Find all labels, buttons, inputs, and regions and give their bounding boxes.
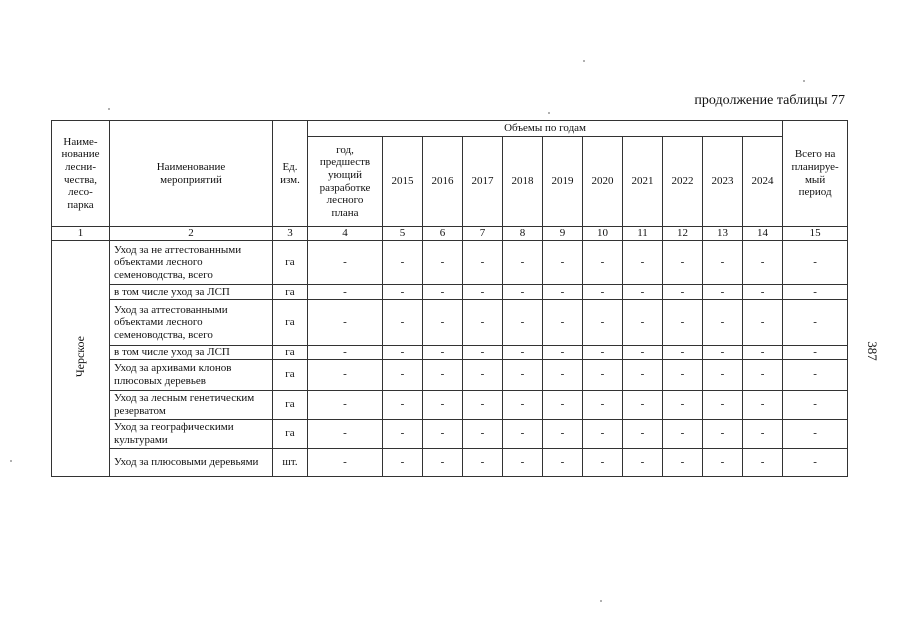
value-cell: - [423, 346, 463, 360]
measure-name: Уход за архивами клонов плюсовых деревьев [110, 359, 273, 390]
value-cell: - [503, 285, 543, 300]
value-cell: - [623, 285, 663, 300]
measure-unit: га [273, 285, 308, 300]
measure-name: Уход за аттестованными объектами лесного семеноводства, всего [110, 300, 273, 346]
value-cell: - [703, 300, 743, 346]
measure-unit: га [273, 390, 308, 419]
value-cell: - [743, 390, 783, 419]
value-cell: - [383, 241, 423, 285]
value-cell: - [783, 419, 848, 448]
table-row [52, 448, 848, 476]
column-number: 1 [52, 227, 110, 241]
measure-name: Уход за плюсовыми деревьями [110, 448, 273, 476]
forestry-name-cell [52, 241, 110, 477]
table-row [52, 346, 848, 360]
value-cell: - [543, 448, 583, 476]
value-cell: - [463, 346, 503, 360]
value-cell: - [423, 285, 463, 300]
value-cell: - [503, 390, 543, 419]
scan-speck [108, 108, 110, 110]
value-cell: - [383, 419, 423, 448]
header-year: 2019 [543, 137, 583, 227]
value-cell: - [503, 346, 543, 360]
measure-unit: га [273, 241, 308, 285]
value-cell: - [503, 448, 543, 476]
value-cell: - [543, 346, 583, 360]
value-cell: - [583, 359, 623, 390]
value-cell: - [663, 285, 703, 300]
measure-unit: га [273, 419, 308, 448]
header-measure-name: Наименование мероприятий [110, 121, 273, 227]
header-previous-year: год, предшеств ующий разработке лесного плана [308, 137, 383, 227]
value-cell: - [743, 346, 783, 360]
value-cell: - [383, 285, 423, 300]
value-cell: - [703, 285, 743, 300]
value-cell: - [743, 300, 783, 346]
value-cell: - [623, 390, 663, 419]
value-cell: - [663, 390, 703, 419]
value-cell: - [383, 300, 423, 346]
measure-unit: га [273, 359, 308, 390]
value-cell: - [583, 300, 623, 346]
header-year: 2017 [463, 137, 503, 227]
value-cell: - [543, 285, 583, 300]
value-cell: - [423, 419, 463, 448]
value-cell: - [308, 300, 383, 346]
value-cell: - [663, 448, 703, 476]
column-number: 11 [623, 227, 663, 241]
scan-speck [548, 112, 550, 114]
continuation-title: продолжение таблицы 77 [694, 93, 845, 108]
value-cell: - [308, 448, 383, 476]
scan-speck [583, 60, 585, 62]
page-number: 387 [864, 341, 880, 361]
value-cell: - [463, 285, 503, 300]
header-year: 2016 [423, 137, 463, 227]
measure-name: Уход за не аттестованными объектами лесного семеноводства, всего [110, 241, 273, 285]
value-cell: - [783, 241, 848, 285]
measure-name: Уход за географическими культурами [110, 419, 273, 448]
measure-name: Уход за лесным генетическим резерватом [110, 390, 273, 419]
value-cell: - [503, 419, 543, 448]
value-cell: - [308, 359, 383, 390]
value-cell: - [503, 241, 543, 285]
value-cell: - [423, 241, 463, 285]
value-cell: - [623, 448, 663, 476]
measure-unit: га [273, 300, 308, 346]
value-cell: - [623, 241, 663, 285]
value-cell: - [383, 346, 423, 360]
value-cell: - [743, 419, 783, 448]
column-number: 4 [308, 227, 383, 241]
table-row [52, 241, 848, 285]
header-total: Всего на планируе- мый период [783, 121, 848, 227]
column-number: 15 [783, 227, 848, 241]
value-cell: - [783, 285, 848, 300]
value-cell: - [783, 359, 848, 390]
header-year: 2018 [503, 137, 543, 227]
value-cell: - [308, 346, 383, 360]
header-forestry: Наиме- нование лесни- чества, лесо- парка [52, 121, 110, 227]
column-number: 3 [273, 227, 308, 241]
value-cell: - [463, 390, 503, 419]
value-cell: - [703, 390, 743, 419]
value-cell: - [623, 346, 663, 360]
value-cell: - [383, 359, 423, 390]
header-year: 2022 [663, 137, 703, 227]
header-year: 2020 [583, 137, 623, 227]
measure-unit: шт. [273, 448, 308, 476]
column-number: 10 [583, 227, 623, 241]
value-cell: - [308, 241, 383, 285]
value-cell: - [543, 300, 583, 346]
scan-speck [600, 600, 602, 602]
scan-speck [803, 80, 805, 82]
value-cell: - [743, 448, 783, 476]
header-volumes-by-year: Объемы по годам [308, 121, 783, 137]
value-cell: - [583, 390, 623, 419]
header-year: 2015 [383, 137, 423, 227]
measure-name: в том числе уход за ЛСП [110, 346, 273, 360]
value-cell: - [583, 419, 623, 448]
value-cell: - [623, 300, 663, 346]
table-row [52, 300, 848, 346]
value-cell: - [663, 300, 703, 346]
value-cell: - [623, 359, 663, 390]
value-cell: - [503, 300, 543, 346]
header-unit: Ед. изм. [273, 121, 308, 227]
column-number: 9 [543, 227, 583, 241]
header-year: 2023 [703, 137, 743, 227]
value-cell: - [463, 300, 503, 346]
scan-speck [10, 460, 12, 462]
header-year: 2021 [623, 137, 663, 227]
column-number: 2 [110, 227, 273, 241]
value-cell: - [663, 419, 703, 448]
value-cell: - [423, 448, 463, 476]
column-number: 7 [463, 227, 503, 241]
value-cell: - [623, 419, 663, 448]
value-cell: - [383, 448, 423, 476]
value-cell: - [783, 448, 848, 476]
value-cell: - [583, 346, 623, 360]
table-row [52, 285, 848, 300]
value-cell: - [663, 346, 703, 360]
value-cell: - [703, 359, 743, 390]
value-cell: - [423, 390, 463, 419]
value-cell: - [663, 359, 703, 390]
value-cell: - [583, 285, 623, 300]
value-cell: - [463, 448, 503, 476]
value-cell: - [543, 419, 583, 448]
column-number: 8 [503, 227, 543, 241]
value-cell: - [583, 241, 623, 285]
column-number: 6 [423, 227, 463, 241]
value-cell: - [703, 346, 743, 360]
value-cell: - [783, 390, 848, 419]
value-cell: - [423, 359, 463, 390]
forestry-name: Черское [72, 335, 87, 378]
value-cell: - [743, 285, 783, 300]
value-cell: - [543, 359, 583, 390]
forestry-measures-table [51, 120, 848, 477]
table-row [52, 359, 848, 390]
value-cell: - [703, 241, 743, 285]
column-number: 14 [743, 227, 783, 241]
value-cell: - [783, 346, 848, 360]
value-cell: - [663, 241, 703, 285]
value-cell: - [423, 300, 463, 346]
value-cell: - [743, 241, 783, 285]
value-cell: - [308, 390, 383, 419]
table-row [52, 419, 848, 448]
value-cell: - [703, 448, 743, 476]
column-number: 12 [663, 227, 703, 241]
table-row [52, 390, 848, 419]
column-number: 13 [703, 227, 743, 241]
column-number: 5 [383, 227, 423, 241]
value-cell: - [463, 419, 503, 448]
header-year: 2024 [743, 137, 783, 227]
value-cell: - [383, 390, 423, 419]
value-cell: - [308, 285, 383, 300]
value-cell: - [583, 448, 623, 476]
value-cell: - [463, 359, 503, 390]
value-cell: - [308, 419, 383, 448]
measure-unit: га [273, 346, 308, 360]
value-cell: - [503, 359, 543, 390]
value-cell: - [783, 300, 848, 346]
value-cell: - [703, 419, 743, 448]
value-cell: - [743, 359, 783, 390]
value-cell: - [543, 241, 583, 285]
value-cell: - [463, 241, 503, 285]
value-cell: - [543, 390, 583, 419]
measure-name: в том числе уход за ЛСП [110, 285, 273, 300]
